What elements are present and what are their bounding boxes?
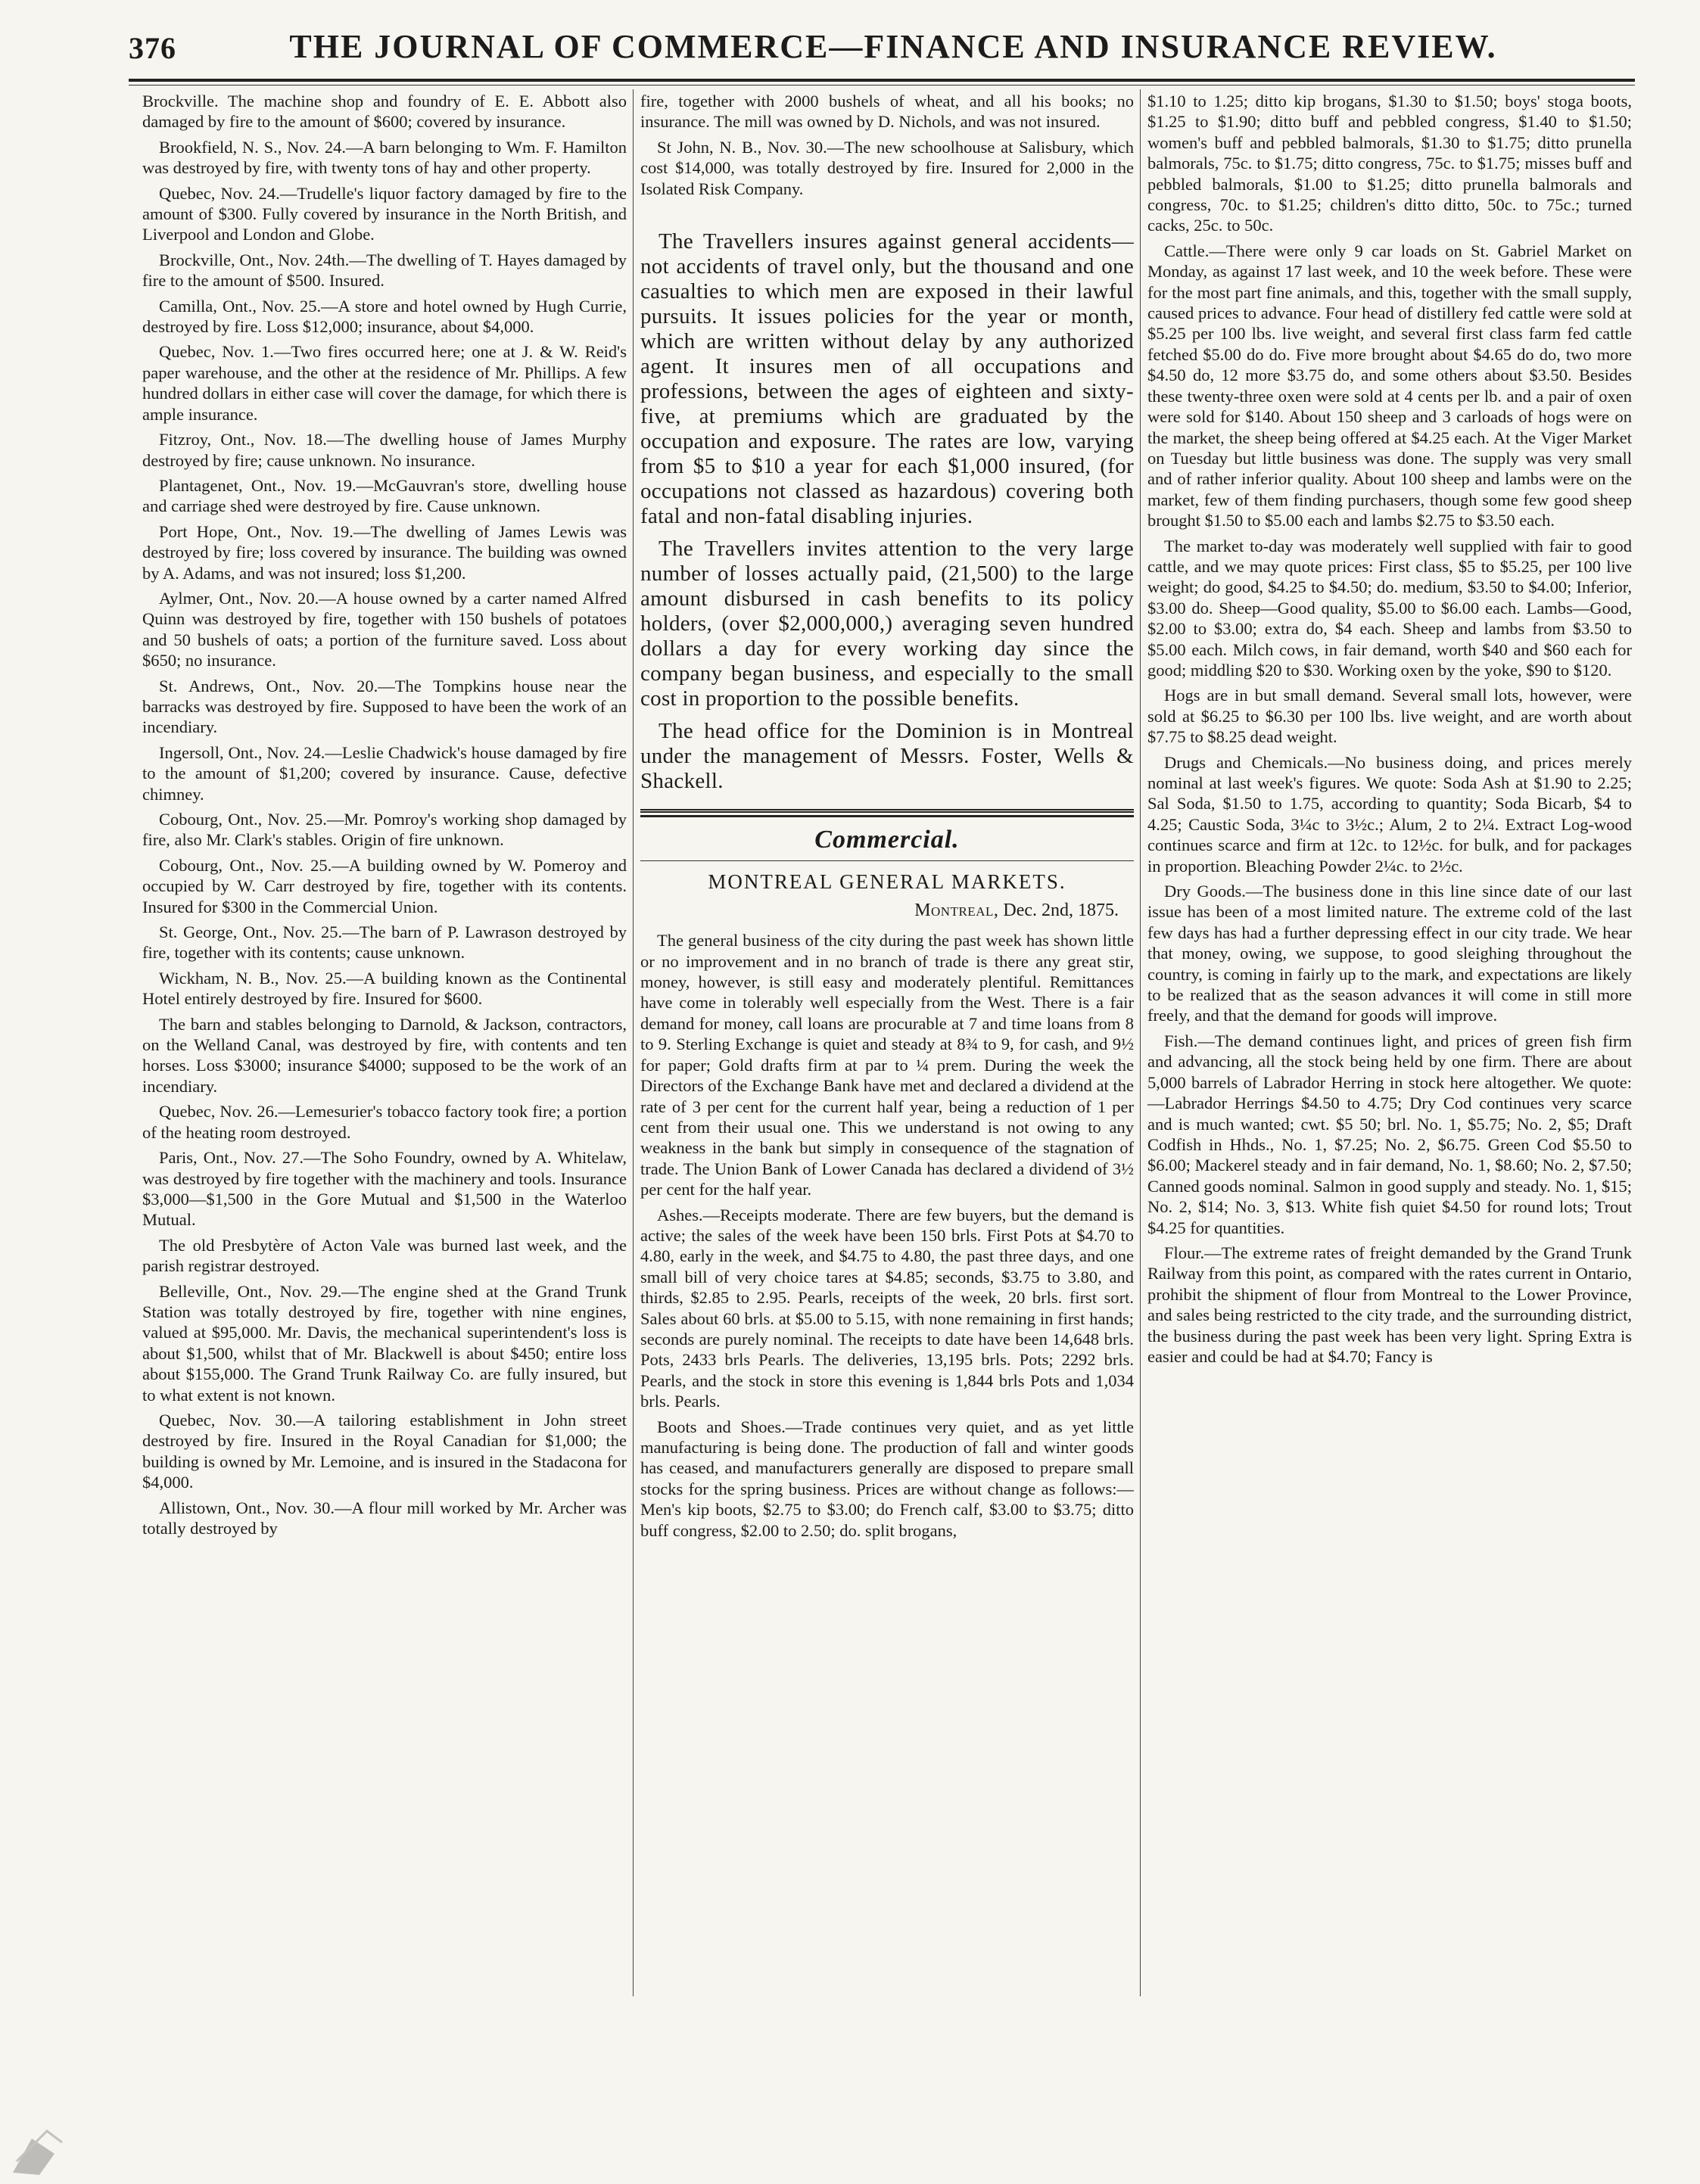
article-paragraph: Cobourg, Ont., Nov. 25.—A building owned by W. Pomeroy and occupied by W. Carr destroyed by fire, together with its contents. Insured for $300 in the Commercial Union.: [142, 855, 627, 916]
article-paragraph: Brockville, Ont., Nov. 24th.—The dwelling of T. Hayes damaged by fire to the amount of $500. Insured.: [142, 250, 627, 291]
article-paragraph: St. George, Ont., Nov. 25.—The barn of P. Lawrason destroyed by fire, together with its contents; cause unknown.: [142, 922, 627, 963]
column-divider: [1140, 89, 1141, 1996]
article-paragraph: The barn and stables belonging to Darnold, & Jackson, contractors, on the Welland Canal, was destroyed by fire, with contents and ten horses. Loss $3000; insurance $4000; supposed to be the work of an incendiary.: [142, 1014, 627, 1096]
dateline: [640, 901, 1119, 921]
article-paragraph: Ashes.—Receipts moderate. There are few buyers, but the demand is active; the sales of the week have been 150 brls. First Pots at $4.70 to 4.80, early in the week, and $4.75 to 4.80, the past three days, and one small bill of very choice tares at $4.85; seconds, $3.75 to 3.80, and thirds, $2.85 to 2.95. Pearls, receipts of the week, 20 brls. first sort. Sales about 60 brls. at $5.00 to 5.15, with none remaining in first hands; seconds are purely nominal. The receipts to date have been 14,648 brls. Pots, 2433 brls Pearls. The deliveries, 13,195 brls. Pots; 2292 brls. Pearls, and the stock in store this evening is 1,844 brls Pots and 1,034 brls. Pearls.: [640, 1205, 1134, 1411]
column-commercial: [640, 91, 1134, 1998]
ad-paragraph: The head office for the Dominion is in Montreal under the management of Messrs. Foster, Wells & Shackell.: [640, 719, 1134, 794]
article-paragraph: Aylmer, Ont., Nov. 20.—A house owned by a carter named Alfred Quinn was destroyed by fire, together with 150 bushels of potatoes and 50 bushels of oats; a portion of the furniture saved. Loss about $650; no insurance.: [142, 588, 627, 670]
article-paragraph: The general business of the city during the past week has shown little or no improvement and in no branch of trade is there any great stir, money, however, is still easy and moderately plentiful. Remittances have come in tolerably well especially from the West. There is a fair demand for money, call loans are procurable at 7 and time loans from 8 to 9. Sterling Exchange is quiet and steady at 8¾ to 9, for cash, and 9½ for paper; Gold drafts firm at par to ¼ prem. During the week the Directors of the Exchange Bank have met and declared a dividend at the rate of 3 per cent for the current half year, being a reduction of 1 per cent from their usual one. This we understand is not owing to any weakness in the bank but simply in consequence of the stagnation of trade. The Union Bank of Lower Canada has declared a dividend of 3½ per cent for the half year.: [640, 931, 1134, 1199]
article-paragraph: The market to-day was moderately well supplied with fair to good cattle, and we may quote prices: First class, $5 to $5.25, per 100 live weight; do good, $4.25 to $4.50; do. medium, $3.50 to $4.00; Inferior, $3.00 do. Sheep—Good quality, $5.00 to $6.00 each. Lambs—Good, $2.00 to $3.00; extra do, $4 each. Sheep and lambs from $3.50 to $5.00 each. Milch cows, in fair demand, worth $40 and $60 each for good; middling $20 to $30. Working oxen by the yoke, $90 to $120.: [1147, 536, 1632, 680]
article-paragraph: Fitzroy, Ont., Nov. 18.—The dwelling house of James Murphy destroyed by fire; cause unknown. No insurance.: [142, 430, 627, 470]
article-paragraph: Quebec, Nov. 30.—A tailoring establishment in John street destroyed by fire. Insured in the Royal Canadian for $1,000; the building is owned by Mr. Lemoine, and is insured in the Stadacona for $4,000.: [142, 1410, 627, 1492]
article-paragraph: Flour.—The extreme rates of freight demanded by the Grand Trunk Railway from this point, as compared with the rates current in Ontario, prohibit the shipment of flour from Montreal to the Lower Province, and sales being restricted to the city trade, and the surrounding district, the business during the past week has been very light. Spring Extra is easier and could be had at $4.70; Fancy is: [1147, 1243, 1632, 1366]
page-header: [129, 23, 1635, 76]
article-paragraph: Ingersoll, Ont., Nov. 24.—Leslie Chadwick's house damaged by fire to the amount of $1,200; covered by insurance. Cause, defective chimney.: [142, 742, 627, 804]
article-paragraph: Plantagenet, Ont., Nov. 19.—McGauvran's store, dwelling house and carriage shed were destroyed by fire. Cause unknown.: [142, 475, 627, 516]
section-rule: [640, 860, 1134, 861]
article-paragraph: Brockville. The machine shop and foundry of E. E. Abbott also damaged by fire to the amount of $600; covered by insurance.: [142, 92, 627, 132]
ad-paragraph: The Travellers invites attention to the very large number of losses actually paid, (21,500) to the large amount disbursed in cash benefits to its policy holders, (over $2,000,000,) averaging seven hundred dollars a day for every working day since the company began business, and especially to the small cost in proportion to the possible benefits.: [640, 537, 1134, 711]
article-paragraph: St. Andrews, Ont., Nov. 20.—The Tompkins house near the barracks was destroyed by fire. Supposed to have been the work of an incendiary.: [142, 676, 627, 737]
column-markets: [1147, 91, 1632, 1998]
ad-paragraph: The Travellers insures against general accidents—not accidents of travel only, but the thousand and one casualties to which men are exposed in their lawful pursuits. It issues policies for the year or month, which are written without delay by any authorized agent. It insures men of all occupations and professions, between the ages of eighteen and sixty-five, at premiums which are graduated by the occupation and exposure. The rates are low, varying from $5 to $10 a year for each $1,000 insured, (for occupations not classed as hazardous) covering both fatal and non-fatal disabling injuries.: [640, 229, 1134, 529]
journal-title: THE JOURNAL OF COMMERCE—FINANCE AND INSURANCE REVIEW.: [289, 28, 1497, 65]
article-paragraph: Belleville, Ont., Nov. 29.—The engine shed at the Grand Trunk Station was totally destroyed by fire, together with nine engines, valued at $95,000. Mr. Davis, the mechanical superintendent's loss is about $1,500, whilst that of Mr. Blackwell is about $450; entire loss about $155,000. The Grand Trunk Railway Co. are fully insured, but to what extent is not known.: [142, 1281, 627, 1405]
article-paragraph: Cobourg, Ont., Nov. 25.—Mr. Pomroy's working shop damaged by fire, also Mr. Clark's stables. Origin of fire unknown.: [142, 810, 627, 850]
article-paragraph: Quebec, Nov. 26.—Lemesurier's tobacco factory took fire; a portion of the heating room destroyed.: [142, 1102, 627, 1142]
article-paragraph: Quebec, Nov. 24.—Trudelle's liquor factory damaged by fire to the amount of $300. Fully covered by insurance in the North British, and Liverpool and London and Globe.: [142, 183, 627, 244]
travellers-advertisement: [640, 229, 1134, 794]
article-paragraph: Quebec, Nov. 1.—Two fires occurred here; one at J. & W. Reid's paper warehouse, and the other at the residence of Mr. Phillips. A few hundred dollars in either case will cover the damage, for which there is ample insurance.: [142, 342, 627, 424]
column-fire-reports: [142, 91, 627, 1998]
article-paragraph: Drugs and Chemicals.—No business doing, and prices merely nominal at last week's figures. We quote: Soda Ash at $1.90 to 2.25; Sal Soda, $1.50 to 1.75, according to quantity; Soda Bicarb, $4 to 4.25; Caustic Soda, 3¼c to 3½c.; Alum, 2 to 2¼. Extract Log-wood continues scarce and firm at 12c. to 12½c. for bulk, and for packages in proportion. Bleaching Powder 2¼c. to 2½c.: [1147, 752, 1632, 876]
article-paragraph: Boots and Shoes.—Trade continues very quiet, and as yet little manufacturing is being done. The production of fall and winter goods has ceased, and manufacturers generally are disposed to prepare small stocks for the spring business. Prices are without change as follows:— Men's kip boots, $2.75 to $3.00; do French calf, $3.00 to $3.75; ditto buff congress, $2.00 to 2.50; do. split brogans,: [640, 1417, 1134, 1540]
header-rule: [129, 79, 1635, 82]
section-divider: [640, 809, 1134, 817]
header-rule-thin: [129, 85, 1635, 86]
article-paragraph: Dry Goods.—The business done in this line since date of our last issue has been of a most limited nature. The extreme cold of the last few days has had a further depressing effect in our city trade. We hear that money, owing, we suppose, to good sleighing throughout the country, is coming in fairly up to the mark, and expectations are likely to be realized that as the season advances it will come in still more freely, and that the demand for goods will improve.: [1147, 882, 1632, 1025]
article-paragraph: Allistown, Ont., Nov. 30.—A flour mill worked by Mr. Archer was totally destroyed by: [142, 1498, 627, 1538]
article-paragraph: $1.10 to 1.25; ditto kip brogans, $1.30 to $1.50; boys' stoga boots, $1.25 to $1.90; ditto buff and pebbled congress, $1.40 to $1.50; women's buff and pebbled balmorals, $1.30 to $1.75; ditto prunella balmorals, 75c. to $1.75; ditto congress, 75c. to $1.75; misses buff and pebbled balmorals, $1.00 to $1.25; ditto prunella balmorals and congress, 70c. to $1.25; children's ditto ditto, 50c. to 75c.; turned cacks, 25c. to 50c.: [1147, 92, 1632, 235]
section-title: Commercial.: [814, 826, 960, 854]
article-paragraph: Brookfield, N. S., Nov. 24.—A barn belonging to Wm. F. Hamilton was destroyed by fire, with twenty tons of hay and other property.: [142, 137, 627, 178]
article-paragraph: Fish.—The demand continues light, and prices of green fish firm and advancing, all the stock being held by one firm. There are about 5,000 barrels of Labrador Herring in stock here altogether. We quote:—Labrador Herrings $4.50 to 4.75; Dry Cod continues very scarce and is much wanted; cwt. $5 50; brl. No. 1, $5.75; No. 2, $5; Draft Codfish in Hhds., No. 1, $7.25; No. 2, $6.75. Green Cod $5.50 to $6.00; Mackerel steady and in fair demand, No. 1, $8.60; No. 2, $7.50; Canned goods nominal. Salmon in good supply and steady. No. 1, $15; No. 2, $14; No. 3, $13. White fish quiet $4.50 for round lots; Trout $4.25 for quantities.: [1147, 1031, 1632, 1237]
article-paragraph: Port Hope, Ont., Nov. 19.—The dwelling of James Lewis was destroyed by fire; loss covered by insurance. The building was owned by A. Adams, and was not insured; loss $1,200.: [142, 521, 627, 583]
column-divider: [633, 89, 634, 1996]
page-corner-smudge: [9, 2086, 92, 2176]
markets-title: MONTREAL GENERAL MARKETS.: [708, 870, 1066, 894]
page-number: 376: [129, 31, 176, 65]
article-paragraph: The old Presbytère of Acton Vale was burned last week, and the parish registrar destroyed.: [142, 1235, 627, 1276]
article-paragraph: fire, together with 2000 bushels of wheat, and all his books; no insurance. The mill was owned by D. Nichols, and was not insured.: [640, 92, 1134, 132]
article-paragraph: Cattle.—There were only 9 car loads on St. Gabriel Market on Monday, as against 17 last week, and 10 the week before. These were for the most part fine animals, and this, together with the small supply, caused prices to advance. Four head of distillery fed cattle were sold at $5.25 per 100 lbs. live weight, and several first class farm fed cattle fetched $5.00 do do. Five more brought about $4.65 do do, two more $4.50 do, 12 more $3.75 do, and some others about $3.50. Besides these twenty-three oxen were sold at 4 cents per lb. and a pair of oxen were sold for $140. About 150 sheep and 3 carloads of hogs were on the market, the sheep being offered at $4.25 each. At the Viger Market on Tuesday but little business was done. The supply was very small and of rather inferior quality. About 100 sheep and lambs were on the market, few of them finding purchasers, though some few good sheep brought $1.50 to $5.00 each and lambs $2.75 to $3.50 each.: [1147, 241, 1632, 530]
article-paragraph: Hogs are in but small demand. Several small lots, however, were sold at $6.25 to $6.30 per 100 lbs. live weight, and are worth about $7.75 to $8.25 dead weight.: [1147, 686, 1632, 747]
article-paragraph: Wickham, N. B., Nov. 25.—A building known as the Continental Hotel entirely destroyed by fire. Insured for $600.: [142, 968, 627, 1009]
dateline-date: Dec. 2nd, 1875.: [1003, 900, 1119, 920]
article-paragraph: Paris, Ont., Nov. 27.—The Soho Foundry, owned by A. Whitelaw, was destroyed by fire together with the machinery and tools. Insurance $3,000—$1,500 in the Gore Mutual and $1,500 in the Waterloo Mutual.: [142, 1148, 627, 1230]
dateline-place: Montreal,: [914, 900, 999, 920]
article-paragraph: St John, N. B., Nov. 30.—The new schoolhouse at Salisbury, which cost $14,000, was totally destroyed by fire. Insured for 2,000 in the Isolated Risk Company.: [640, 137, 1134, 198]
article-paragraph: Camilla, Ont., Nov. 25.—A store and hotel owned by Hugh Currie, destroyed by fire. Loss $12,000; insurance, about $4,000.: [142, 296, 627, 337]
